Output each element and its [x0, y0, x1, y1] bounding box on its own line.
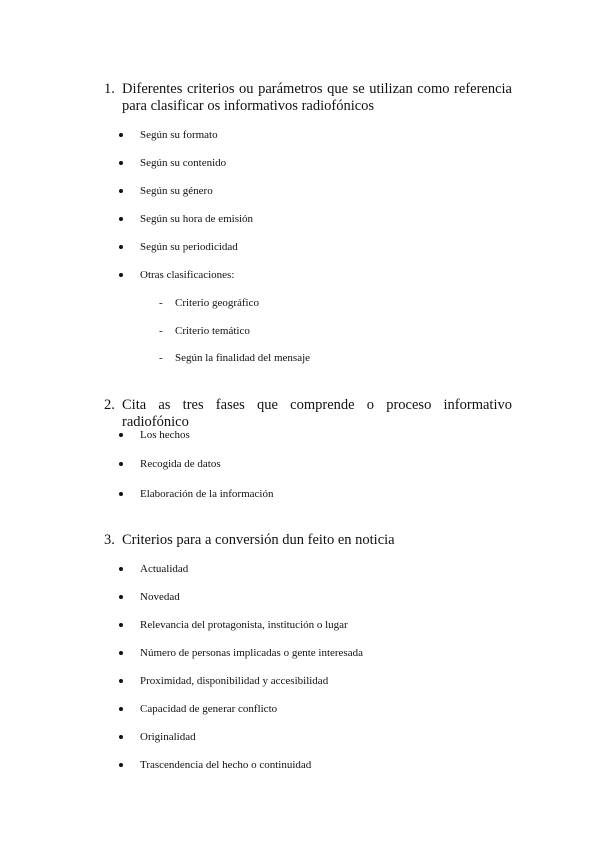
section-2-title: [104, 397, 512, 431]
list-item-label: Número de personas implicadas o gente interesada: [140, 647, 363, 659]
list-item-label: Actualidad: [140, 563, 189, 575]
list-item-label: Según su contenido: [140, 157, 227, 169]
sub-list-item-label: Según la finalidad del mensaje: [175, 352, 311, 364]
section-1-title: [104, 81, 512, 115]
bullet-icon: [119, 217, 123, 221]
sub-list-item-label: Criterio temático: [175, 325, 250, 337]
bullet-icon: [119, 623, 123, 627]
dash-icon: -: [159, 352, 163, 364]
bullet-icon: [119, 763, 123, 767]
bullet-icon: [119, 492, 123, 496]
section-3-heading: Criterios para a conversión dun feito en noticia: [122, 532, 395, 548]
list-item-label: Según su hora de emisión: [140, 213, 254, 225]
list-item-label: Novedad: [140, 591, 180, 603]
section-1-heading: Diferentes criterios ou parámetros que se utilizan como referencia para clasificar os informativos radiofónicos: [122, 81, 512, 114]
bullet-icon: [119, 245, 123, 249]
section-3-number: 3.: [104, 532, 115, 548]
bullet-icon: [119, 707, 123, 711]
bullet-icon: [119, 189, 123, 193]
section-2-heading: Cita as tres fases que comprende o proceso informativo radiofónico: [122, 397, 512, 430]
list-item-label: Relevancia del protagonista, institución o lugar: [140, 619, 348, 631]
dash-icon: -: [159, 297, 163, 309]
bullet-icon: [119, 595, 123, 599]
bullet-icon: [119, 161, 123, 165]
bullet-icon: [119, 651, 123, 655]
bullet-icon: [119, 133, 123, 137]
bullet-icon: [119, 273, 123, 277]
list-item-label: Trascendencia del hecho o continuidad: [140, 759, 312, 771]
section-2-number: 2.: [104, 397, 115, 413]
list-item-label: Según su formato: [140, 129, 218, 141]
bullet-icon: [119, 433, 123, 437]
bullet-icon: [119, 735, 123, 739]
list-item-label: Según su género: [140, 185, 213, 197]
list-item-label: Originalidad: [140, 731, 196, 743]
bullet-icon: [119, 567, 123, 571]
bullet-icon: [119, 462, 123, 466]
section-1-number: 1.: [104, 81, 115, 97]
section-3-title: [104, 532, 512, 549]
list-item-label: Recogida de datos: [140, 458, 221, 470]
list-item-label: Los hechos: [140, 429, 190, 441]
list-item-label: Elaboración de la información: [140, 488, 274, 500]
list-item-label: Otras clasificaciones:: [140, 269, 235, 281]
list-item-label: Según su periodicidad: [140, 241, 238, 253]
dash-icon: -: [159, 325, 163, 337]
list-item-label: Capacidad de generar conflicto: [140, 703, 278, 715]
sub-list-item-label: Criterio geográfico: [175, 297, 259, 309]
list-item-label: Proximidad, disponibilidad y accesibilidad: [140, 675, 329, 687]
bullet-icon: [119, 679, 123, 683]
